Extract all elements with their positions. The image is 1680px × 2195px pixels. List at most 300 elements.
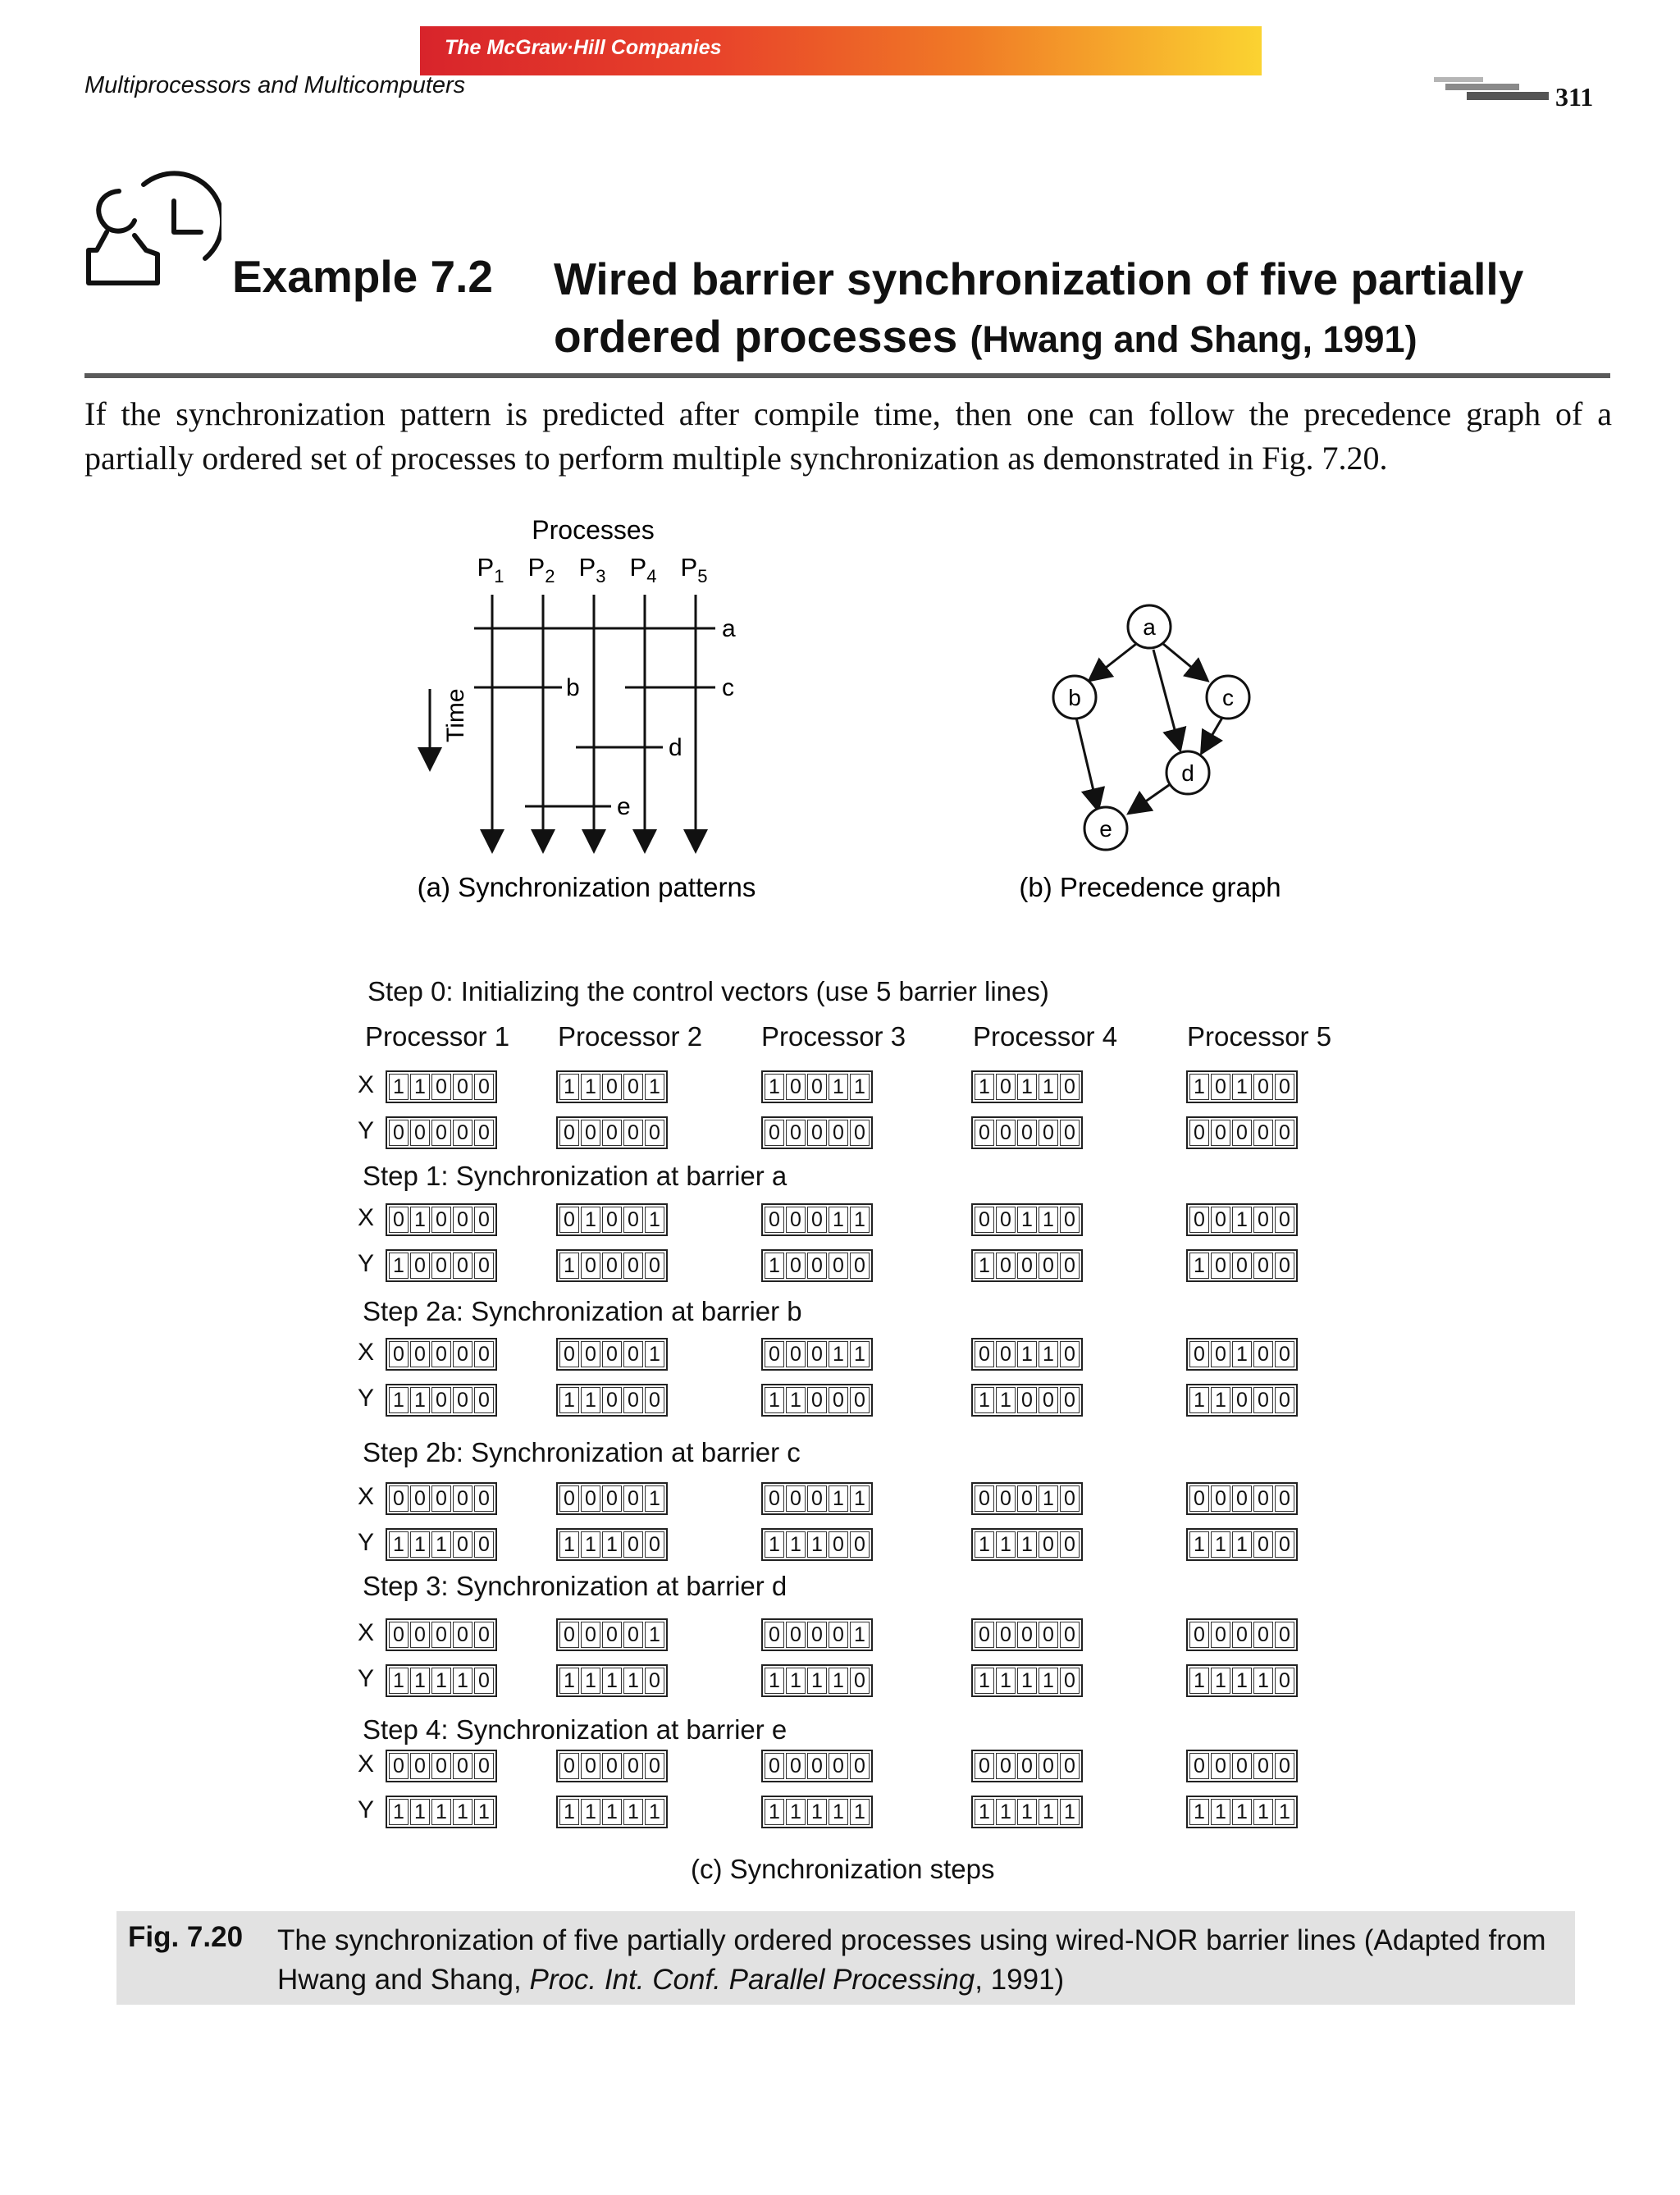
vector-bit: 1: [559, 1387, 579, 1413]
vector-bit: 1: [1211, 1387, 1230, 1413]
vector-bit: 0: [602, 1485, 622, 1512]
control-vector: [1186, 1384, 1298, 1417]
vector-axis-label: X: [358, 1619, 375, 1646]
vector-axis-label: X: [358, 1750, 375, 1777]
vector-bit: 0: [559, 1622, 579, 1648]
vector-bit: 0: [765, 1207, 784, 1233]
vector-bit: 1: [850, 1622, 870, 1648]
vector-bit: 0: [1211, 1485, 1230, 1512]
vector-bit: 0: [623, 1531, 643, 1558]
vector-bit: 0: [975, 1753, 994, 1779]
vector-bit: 1: [975, 1253, 994, 1279]
control-vector: [1186, 1338, 1298, 1371]
step-label-2: Step 2a: Synchronization at barrier b: [363, 1296, 802, 1326]
vector-bit: 1: [786, 1531, 806, 1558]
vector-bit: 0: [474, 1387, 494, 1413]
vector-bit: 0: [623, 1341, 643, 1367]
vector-bit: 0: [1017, 1120, 1037, 1146]
control-vector: [1186, 1528, 1298, 1561]
vector-bit: 1: [807, 1531, 827, 1558]
vector-bit: 0: [786, 1253, 806, 1279]
vector-bit: 1: [975, 1531, 994, 1558]
vector-bit: 1: [1211, 1799, 1230, 1825]
control-vector: [761, 1528, 873, 1561]
vector-bit: 0: [474, 1074, 494, 1100]
control-vector: [971, 1116, 1083, 1149]
control-vector: [971, 1482, 1083, 1515]
vector-bit: 0: [559, 1207, 579, 1233]
vector-bit: 1: [1211, 1668, 1230, 1694]
vector-bit: 1: [410, 1207, 430, 1233]
vector-bit: 0: [996, 1341, 1016, 1367]
vector-bit: 1: [410, 1074, 430, 1100]
vector-bit: 1: [1039, 1341, 1058, 1367]
control-vector: [761, 1203, 873, 1236]
barrier-label-b: b: [566, 674, 580, 701]
vector-bit: 0: [1232, 1753, 1252, 1779]
vector-bit: 0: [850, 1753, 870, 1779]
vector-bit: 0: [829, 1387, 848, 1413]
step-label-0: Step 0: Initializing the control vectors (use 5 barrier lines): [368, 976, 1049, 1006]
control-vector: [971, 1203, 1083, 1236]
vector-bit: 0: [786, 1622, 806, 1648]
vector-bit: 0: [389, 1485, 409, 1512]
vector-bit: 0: [602, 1753, 622, 1779]
vector-bit: 0: [1060, 1531, 1080, 1558]
vector-bit: 0: [1253, 1485, 1273, 1512]
processor-header-1: Processor 1: [365, 1021, 510, 1052]
intro-paragraph: If the synchronization pattern is predicted after compile time, then one can follow the precedence graph of a partially ordered set of processes to perform multiple synchronization as demonstrated in Fig. 7.20.: [84, 395, 1612, 477]
vector-bit: 0: [453, 1120, 472, 1146]
vector-bit: 1: [975, 1387, 994, 1413]
control-vector: [761, 1482, 873, 1515]
vector-bit: 1: [829, 1668, 848, 1694]
vector-bit: 0: [996, 1753, 1016, 1779]
vector-bit: 1: [975, 1668, 994, 1694]
vector-bit: 0: [1253, 1341, 1273, 1367]
vector-bit: 0: [474, 1207, 494, 1233]
vector-bit: 0: [389, 1622, 409, 1648]
vector-bit: 0: [1253, 1120, 1273, 1146]
processes-header: Processes: [532, 515, 655, 545]
vector-bit: 1: [389, 1531, 409, 1558]
vector-bit: 0: [1211, 1253, 1230, 1279]
processor-header-4: Processor 4: [973, 1021, 1118, 1052]
vector-bit: 1: [410, 1531, 430, 1558]
caption-main: The synchronization of five partially ordered processes using wired-NOR barrier lines (Adapted from Hwang and Shang,: [277, 1924, 1546, 1996]
vector-bit: 0: [453, 1531, 472, 1558]
vector-bit: 0: [807, 1341, 827, 1367]
control-vector: [971, 1618, 1083, 1651]
control-vector: [556, 1384, 668, 1417]
vector-bit: 0: [453, 1387, 472, 1413]
vector-bit: 1: [1232, 1668, 1252, 1694]
process-label-p3: $P_3$: [578, 553, 606, 586]
control-vector: [971, 1750, 1083, 1782]
vector-bit: 0: [975, 1341, 994, 1367]
vector-bit: 1: [559, 1531, 579, 1558]
vector-bit: 1: [1189, 1799, 1209, 1825]
control-vector: [556, 1249, 668, 1282]
vector-bit: 0: [765, 1341, 784, 1367]
vector-bit: 0: [1275, 1207, 1294, 1233]
figure-caption-text: [277, 1921, 1565, 2000]
vector-bit: 1: [389, 1799, 409, 1825]
vector-bit: 1: [581, 1668, 600, 1694]
vector-bit: 0: [581, 1341, 600, 1367]
vector-bit: 0: [1060, 1207, 1080, 1233]
vector-bit: 0: [559, 1753, 579, 1779]
figure-b-caption: (b) Precedence graph: [1019, 872, 1281, 902]
vector-bit: 0: [581, 1253, 600, 1279]
vector-bit: 1: [410, 1387, 430, 1413]
vector-bit: 0: [1253, 1387, 1273, 1413]
vector-bit: 1: [765, 1799, 784, 1825]
vector-bit: 0: [431, 1207, 451, 1233]
vector-bit: 0: [807, 1074, 827, 1100]
running-head: Multiprocessors and Multicomputers: [84, 72, 466, 98]
vector-bit: 0: [474, 1120, 494, 1146]
vector-bit: 1: [602, 1799, 622, 1825]
vector-bit: 0: [623, 1120, 643, 1146]
control-vector: [556, 1070, 668, 1103]
time-label: Time: [442, 688, 469, 742]
vector-bit: 0: [786, 1120, 806, 1146]
vector-bit: 1: [829, 1074, 848, 1100]
vector-bit: 1: [623, 1799, 643, 1825]
vector-bit: 0: [1253, 1531, 1273, 1558]
vector-bit: 0: [623, 1753, 643, 1779]
vector-bit: 0: [602, 1341, 622, 1367]
vector-bit: 0: [996, 1622, 1016, 1648]
vector-bit: 1: [1017, 1074, 1037, 1100]
vector-bit: 0: [645, 1668, 664, 1694]
vector-bit: 0: [1253, 1207, 1273, 1233]
vector-bit: 1: [1232, 1341, 1252, 1367]
vector-bit: 1: [829, 1485, 848, 1512]
vector-bit: 0: [996, 1074, 1016, 1100]
vector-bit: 0: [389, 1753, 409, 1779]
control-vector: [386, 1070, 497, 1103]
control-vector: [761, 1618, 873, 1651]
vector-bit: 0: [1060, 1387, 1080, 1413]
vector-bit: 0: [623, 1253, 643, 1279]
vector-bit: 1: [850, 1074, 870, 1100]
vector-bit: 0: [1060, 1622, 1080, 1648]
vector-bit: 1: [1211, 1531, 1230, 1558]
vector-bit: 0: [850, 1668, 870, 1694]
process-label-p5: $P_5$: [680, 553, 708, 586]
vector-bit: 1: [559, 1253, 579, 1279]
vector-bit: 1: [786, 1387, 806, 1413]
vector-bit: 0: [410, 1120, 430, 1146]
figure-caption-box: [116, 1911, 1575, 2005]
vector-bit: 1: [765, 1387, 784, 1413]
vector-bit: 1: [431, 1799, 451, 1825]
control-vector: [1186, 1116, 1298, 1149]
control-vector: [556, 1664, 668, 1697]
vector-bit: 0: [975, 1120, 994, 1146]
publisher-logo: The McGraw·Hill Companies: [445, 36, 722, 59]
vector-bit: 1: [645, 1341, 664, 1367]
vector-bit: 0: [453, 1485, 472, 1512]
barrier-label-e: e: [617, 793, 631, 820]
control-vector: [556, 1203, 668, 1236]
vector-bit: 1: [1189, 1253, 1209, 1279]
vector-bit: 0: [559, 1485, 579, 1512]
control-vector: [761, 1070, 873, 1103]
vector-bit: 1: [410, 1668, 430, 1694]
vector-bit: 1: [559, 1074, 579, 1100]
vector-bit: 0: [431, 1753, 451, 1779]
vector-bit: 0: [996, 1120, 1016, 1146]
control-vector: [1186, 1482, 1298, 1515]
vector-bit: 0: [623, 1074, 643, 1100]
vector-bit: 0: [1039, 1622, 1058, 1648]
vector-bit: 0: [996, 1253, 1016, 1279]
vector-bit: 1: [581, 1387, 600, 1413]
control-vector: [761, 1796, 873, 1828]
vector-bit: 0: [975, 1485, 994, 1512]
vector-bit: 1: [1017, 1207, 1037, 1233]
vector-bit: 1: [1232, 1531, 1252, 1558]
vector-bit: 1: [850, 1799, 870, 1825]
step-label-4: Step 3: Synchronization at barrier d: [363, 1571, 788, 1601]
vector-bit: 0: [602, 1387, 622, 1413]
vector-bit: 0: [850, 1531, 870, 1558]
control-vector: [971, 1796, 1083, 1828]
vector-axis-label: Y: [358, 1250, 375, 1277]
control-vector: [971, 1249, 1083, 1282]
vector-bit: 1: [581, 1074, 600, 1100]
control-vector: [556, 1338, 668, 1371]
vector-bit: 0: [1060, 1120, 1080, 1146]
vector-bit: 0: [474, 1622, 494, 1648]
vector-bit: 0: [453, 1074, 472, 1100]
vector-bit: 0: [807, 1622, 827, 1648]
control-vector: [1186, 1070, 1298, 1103]
control-vector: [971, 1338, 1083, 1371]
control-vector: [761, 1750, 873, 1782]
vector-bit: 0: [786, 1207, 806, 1233]
vector-bit: 1: [389, 1074, 409, 1100]
vector-bit: 0: [1189, 1485, 1209, 1512]
vector-bit: 0: [765, 1120, 784, 1146]
vector-bit: 0: [1060, 1753, 1080, 1779]
vector-bit: 1: [1017, 1341, 1037, 1367]
vector-bit: 1: [1039, 1207, 1058, 1233]
vector-bit: 0: [623, 1387, 643, 1413]
vector-bit: 1: [389, 1253, 409, 1279]
process-label-p2: $P_2$: [527, 553, 555, 586]
vector-bit: 0: [786, 1753, 806, 1779]
vector-bit: 0: [1275, 1485, 1294, 1512]
vector-bit: 1: [1253, 1799, 1273, 1825]
vector-bit: 1: [453, 1668, 472, 1694]
control-vector: [1186, 1249, 1298, 1282]
control-vector: [1186, 1796, 1298, 1828]
vector-bit: 0: [410, 1622, 430, 1648]
vector-bit: 0: [765, 1485, 784, 1512]
vector-bit: 0: [431, 1253, 451, 1279]
barrier-label-a: a: [722, 615, 736, 642]
vector-bit: 0: [1039, 1531, 1058, 1558]
vector-bit: 0: [474, 1668, 494, 1694]
vector-axis-label: X: [358, 1071, 375, 1098]
vector-bit: 1: [1253, 1668, 1273, 1694]
control-vector: [386, 1750, 497, 1782]
vector-axis-label: Y: [358, 1529, 375, 1556]
vector-bit: 0: [1275, 1531, 1294, 1558]
vector-bit: 0: [1060, 1668, 1080, 1694]
vector-bit: 1: [807, 1668, 827, 1694]
svg-text:d: d: [1181, 760, 1194, 786]
svg-text:c: c: [1222, 685, 1234, 710]
vector-axis-label: Y: [358, 1796, 375, 1823]
vector-bit: 1: [975, 1799, 994, 1825]
vector-bit: 0: [1017, 1253, 1037, 1279]
control-vector: [556, 1528, 668, 1561]
control-vector: [556, 1750, 668, 1782]
vector-bit: 1: [786, 1668, 806, 1694]
vector-bit: 1: [581, 1207, 600, 1233]
vector-bit: 0: [807, 1387, 827, 1413]
vector-bit: 0: [410, 1753, 430, 1779]
vector-bit: 0: [645, 1253, 664, 1279]
vector-bit: 0: [431, 1341, 451, 1367]
vector-axis-label: Y: [358, 1385, 375, 1412]
vector-bit: 1: [996, 1668, 1016, 1694]
vector-bit: 0: [807, 1207, 827, 1233]
vector-bit: 1: [1189, 1531, 1209, 1558]
vector-bit: 1: [431, 1531, 451, 1558]
vector-bit: 0: [1211, 1341, 1230, 1367]
vector-axis-label: X: [358, 1339, 375, 1366]
vector-bit: 1: [431, 1668, 451, 1694]
vector-bit: 1: [765, 1531, 784, 1558]
vector-bit: 0: [1232, 1387, 1252, 1413]
control-vector: [971, 1664, 1083, 1697]
vector-bit: 0: [559, 1341, 579, 1367]
vector-axis-label: Y: [358, 1117, 375, 1144]
vector-bit: 1: [765, 1253, 784, 1279]
example-label: Example 7.2: [232, 251, 493, 302]
vector-bit: 1: [786, 1799, 806, 1825]
vector-bit: 1: [829, 1799, 848, 1825]
control-vector: [761, 1116, 873, 1149]
vector-bit: 1: [1039, 1799, 1058, 1825]
vector-bit: 0: [1211, 1074, 1230, 1100]
vector-bit: 0: [623, 1207, 643, 1233]
vector-bit: 1: [1039, 1668, 1058, 1694]
vector-bit: 1: [829, 1341, 848, 1367]
vector-bit: 0: [602, 1207, 622, 1233]
vector-bit: 1: [645, 1799, 664, 1825]
vector-bit: 0: [829, 1531, 848, 1558]
vector-bit: 0: [581, 1622, 600, 1648]
control-vector: [1186, 1203, 1298, 1236]
vector-bit: 0: [850, 1253, 870, 1279]
vector-bit: 0: [1189, 1207, 1209, 1233]
vector-bit: 0: [1275, 1387, 1294, 1413]
vector-bit: 1: [765, 1074, 784, 1100]
vector-bit: 1: [581, 1799, 600, 1825]
vector-bit: 1: [996, 1799, 1016, 1825]
vector-bit: 0: [975, 1622, 994, 1648]
vector-bit: 0: [807, 1485, 827, 1512]
vector-bit: 1: [1189, 1668, 1209, 1694]
vector-bit: 0: [602, 1253, 622, 1279]
vector-bit: 0: [410, 1253, 430, 1279]
vector-bit: 1: [1017, 1531, 1037, 1558]
control-vector: [1186, 1750, 1298, 1782]
vector-bit: 1: [1189, 1074, 1209, 1100]
vector-bit: 0: [581, 1485, 600, 1512]
vector-bit: 0: [453, 1207, 472, 1233]
barrier-label-c: c: [722, 674, 734, 701]
control-vector: [386, 1338, 497, 1371]
vector-bit: 0: [431, 1622, 451, 1648]
control-vector: [761, 1664, 873, 1697]
vector-bit: 0: [786, 1341, 806, 1367]
control-vector: [556, 1796, 668, 1828]
control-vector: [556, 1618, 668, 1651]
vector-bit: 1: [1232, 1799, 1252, 1825]
vector-bit: 0: [1275, 1074, 1294, 1100]
vector-bit: 1: [1039, 1485, 1058, 1512]
control-vector: [761, 1384, 873, 1417]
vector-bit: 0: [1211, 1753, 1230, 1779]
control-vector: [761, 1249, 873, 1282]
step-label-3: Step 2b: Synchronization at barrier c: [363, 1437, 801, 1467]
vector-bit: 0: [1275, 1622, 1294, 1648]
vector-bit: 0: [765, 1622, 784, 1648]
vector-bit: 0: [474, 1485, 494, 1512]
vector-bit: 0: [602, 1074, 622, 1100]
vector-bit: 0: [996, 1207, 1016, 1233]
control-vector: [1186, 1664, 1298, 1697]
control-vector: [386, 1796, 497, 1828]
vector-bit: 0: [1017, 1622, 1037, 1648]
vector-bit: 1: [829, 1207, 848, 1233]
vector-bit: 0: [602, 1120, 622, 1146]
vector-bit: 0: [1232, 1622, 1252, 1648]
vector-bit: 1: [389, 1668, 409, 1694]
processor-header-5: Processor 5: [1187, 1021, 1332, 1052]
vector-bit: 1: [645, 1622, 664, 1648]
svg-text:e: e: [1099, 816, 1112, 842]
control-vector: [556, 1116, 668, 1149]
vector-bit: 0: [1211, 1622, 1230, 1648]
vector-bit: 0: [1253, 1753, 1273, 1779]
vector-bit: 1: [975, 1074, 994, 1100]
control-vector: [761, 1338, 873, 1371]
vector-axis-label: X: [358, 1204, 375, 1231]
vector-bit: 0: [1275, 1253, 1294, 1279]
process-label-p1: $P_1$: [477, 553, 504, 586]
vector-bit: 0: [431, 1485, 451, 1512]
caption-year: , 1991): [975, 1964, 1065, 1996]
vector-bit: 0: [431, 1387, 451, 1413]
vector-bit: 0: [1017, 1485, 1037, 1512]
control-vector: [386, 1249, 497, 1282]
vector-bit: 0: [1232, 1253, 1252, 1279]
vector-bit: 0: [623, 1485, 643, 1512]
vector-bit: 0: [645, 1531, 664, 1558]
vector-bit: 1: [645, 1485, 664, 1512]
vector-bit: 0: [581, 1753, 600, 1779]
vector-bit: 0: [389, 1207, 409, 1233]
